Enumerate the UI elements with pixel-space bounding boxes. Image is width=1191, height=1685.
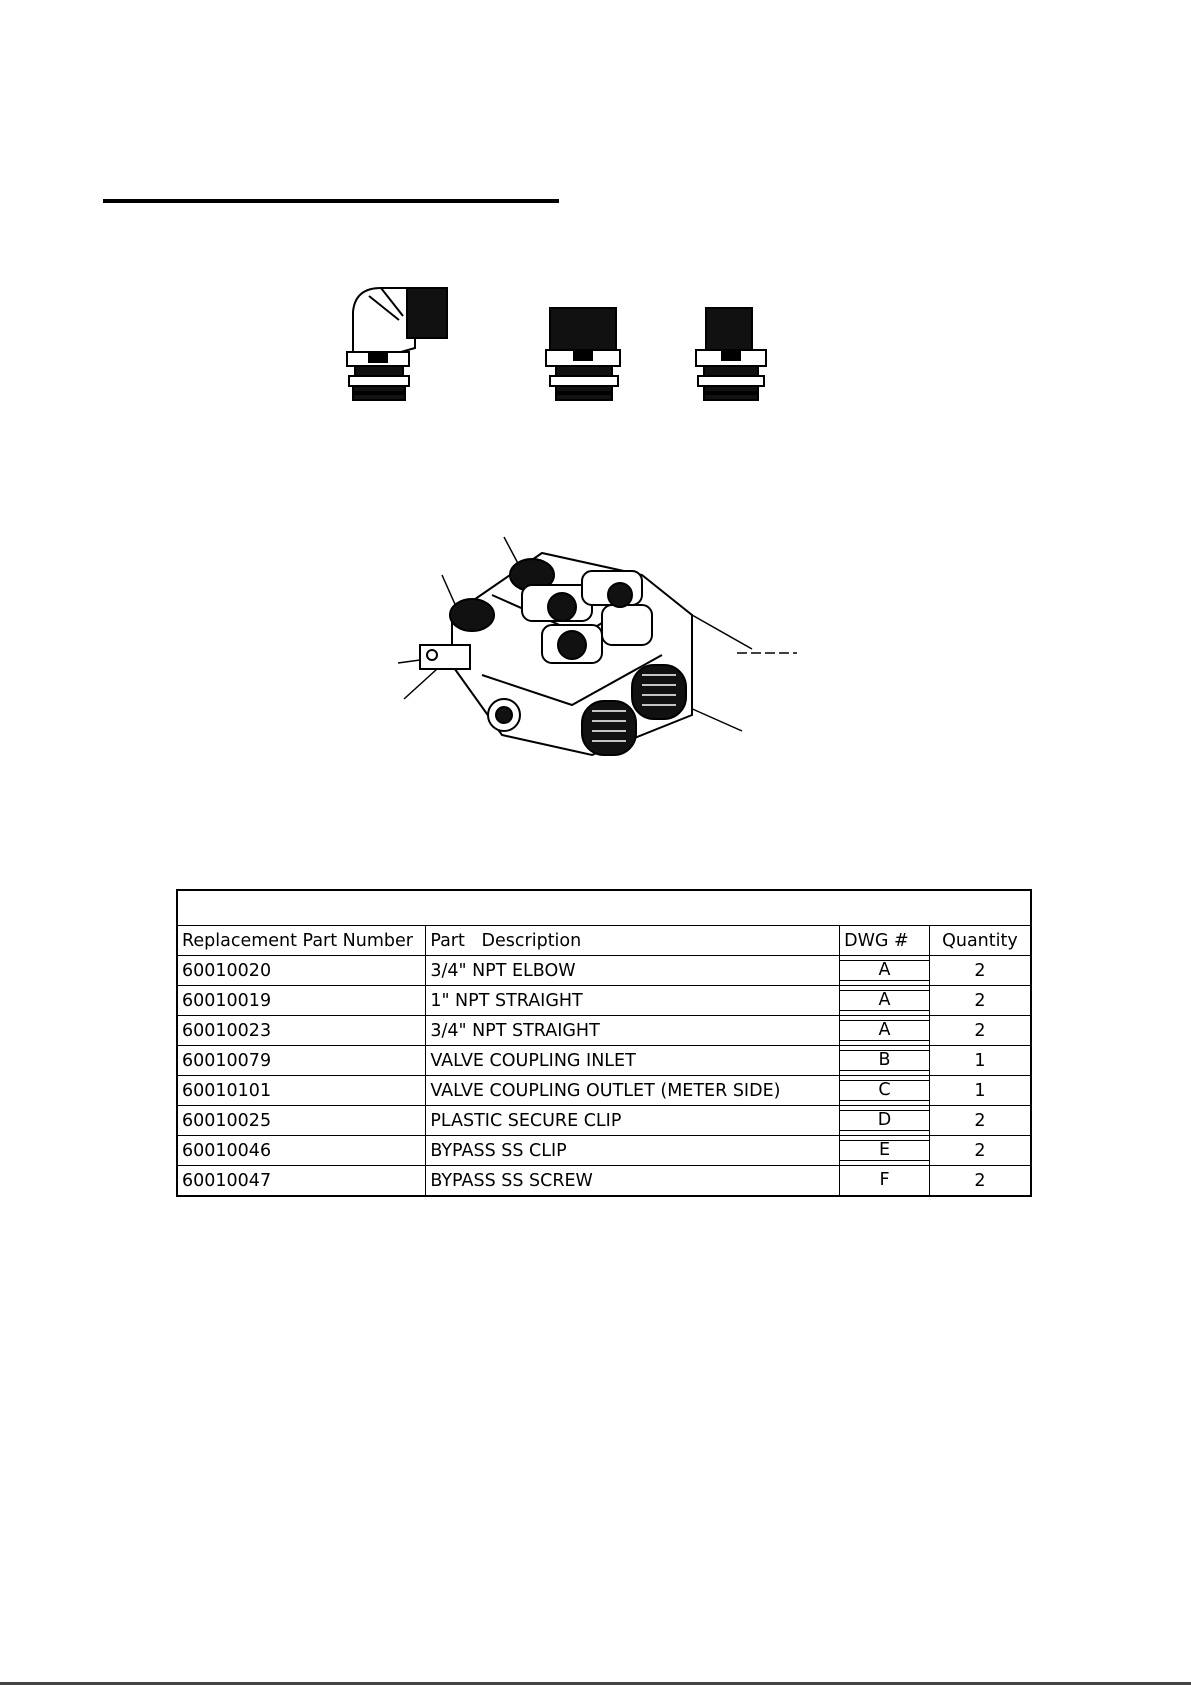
quantity-cell: 1 bbox=[929, 1046, 1031, 1076]
table-row bbox=[177, 1076, 1031, 1106]
description-cell: VALVE COUPLING INLET bbox=[426, 1046, 840, 1076]
header-quantity: Quantity bbox=[929, 926, 1031, 956]
table-row bbox=[177, 1166, 1031, 1197]
dwg-cell bbox=[840, 1106, 930, 1136]
table-row bbox=[177, 1106, 1031, 1136]
part-number-cell: 60010019 bbox=[177, 986, 426, 1016]
table-row bbox=[177, 986, 1031, 1016]
dwg-value: A bbox=[840, 1020, 929, 1041]
dwg-cell bbox=[840, 1016, 930, 1046]
dwg-cell bbox=[840, 1136, 930, 1166]
quantity-cell: 2 bbox=[929, 1106, 1031, 1136]
dwg-value: A bbox=[840, 960, 929, 981]
table-row bbox=[177, 1046, 1031, 1076]
table-header-row bbox=[177, 926, 1031, 956]
quantity-cell: 2 bbox=[929, 1166, 1031, 1197]
dwg-value: C bbox=[840, 1080, 929, 1101]
quantity-cell: 2 bbox=[929, 986, 1031, 1016]
part-number-cell: 60010020 bbox=[177, 956, 426, 986]
description-cell: BYPASS SS SCREW bbox=[426, 1166, 840, 1197]
dwg-cell bbox=[840, 1076, 930, 1106]
dwg-value: F bbox=[879, 1170, 890, 1190]
table-row bbox=[177, 1016, 1031, 1046]
quantity-cell: 2 bbox=[929, 956, 1031, 986]
dwg-value: D bbox=[840, 1110, 929, 1131]
part-number-cell: 60010101 bbox=[177, 1076, 426, 1106]
dwg-value: E bbox=[840, 1140, 929, 1161]
valve-body bbox=[420, 553, 692, 755]
straight-fitting-1-drawing bbox=[546, 308, 620, 400]
part-number-cell: 60010025 bbox=[177, 1106, 426, 1136]
header-dwg: DWG # bbox=[840, 926, 930, 956]
description-cell: PLASTIC SECURE CLIP bbox=[426, 1106, 840, 1136]
dwg-value: A bbox=[840, 990, 929, 1011]
quantity-cell: 2 bbox=[929, 1016, 1031, 1046]
part-number-cell: 60010079 bbox=[177, 1046, 426, 1076]
header-part-number: Replacement Part Number bbox=[177, 926, 426, 956]
part-number-cell: 60010023 bbox=[177, 1016, 426, 1046]
header-description: Part Description bbox=[426, 926, 840, 956]
dwg-cell bbox=[840, 956, 930, 986]
part-number-cell: 60010047 bbox=[177, 1166, 426, 1197]
straight-fitting-2-drawing bbox=[696, 308, 766, 400]
replacement-parts-table bbox=[176, 889, 1032, 1197]
dwg-value: B bbox=[840, 1050, 929, 1071]
elbow-fitting-drawing bbox=[347, 288, 447, 400]
table-row bbox=[177, 956, 1031, 986]
bypass-valve-illustration bbox=[392, 535, 812, 775]
dwg-cell bbox=[840, 1046, 930, 1076]
description-cell: 1" NPT STRAIGHT bbox=[426, 986, 840, 1016]
fittings-illustration bbox=[345, 282, 805, 412]
title-underline bbox=[103, 199, 559, 203]
description-cell: 3/4" NPT ELBOW bbox=[426, 956, 840, 986]
description-cell: BYPASS SS CLIP bbox=[426, 1136, 840, 1166]
dwg-cell bbox=[840, 986, 930, 1016]
quantity-cell: 2 bbox=[929, 1136, 1031, 1166]
table-top-spacer bbox=[177, 890, 1031, 926]
description-cell: 3/4" NPT STRAIGHT bbox=[426, 1016, 840, 1046]
dwg-cell bbox=[840, 1166, 930, 1197]
quantity-cell: 1 bbox=[929, 1076, 1031, 1106]
description-cell: VALVE COUPLING OUTLET (METER SIDE) bbox=[426, 1076, 840, 1106]
table-row bbox=[177, 1136, 1031, 1166]
part-number-cell: 60010046 bbox=[177, 1136, 426, 1166]
